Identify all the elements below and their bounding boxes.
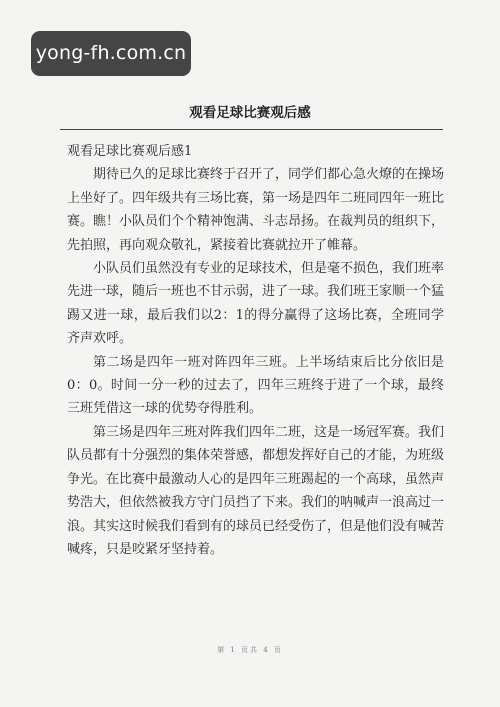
document-body xyxy=(67,140,444,561)
paragraph-2: 小队员们虽然没有专业的足球技术，但是毫不损色，我们班率先进一球，随后一班也不甘示弱，进了一球。我们班王家顺一个猛踢又进一球，最后我们以2：1的得分赢得了这场比赛，全班同学齐声欢呼。 xyxy=(67,261,445,347)
title-divider xyxy=(60,129,443,130)
watermark-badge: yong-fh.com.cn xyxy=(31,31,191,76)
page-footer: 第 1 页共 4 页 xyxy=(217,646,283,654)
paragraph-1: 期待已久的足球比赛终于召开了，同学们都心急火燎的在操场上坐好了。四年级共有三场比赛，第一场是四年二班同四年一班比赛。瞧！小队员们个个精神饱满、斗志昂扬。在裁判员的组织下，先拍照，再向观众敬礼，紧接着比赛就拉开了帷幕。 xyxy=(67,167,445,253)
section-heading: 观看足球比赛观后感1 xyxy=(67,144,193,159)
document-title: 观看足球比赛观后感 xyxy=(189,105,311,121)
paragraph-4: 第三场是四年三班对阵我们四年二班，这是一场冠军赛。我们队员都有十分强烈的集体荣誉感，都想发挥好自己的才能，为班级争光。在比赛中最激动人心的是四年三班踢起的一个高球，虽然声势浩大，但依然被我方守门员挡了下来。我们的呐喊声一浪高过一浪。其实这时候我们看到有的球员已经受伤了，但是他们没有喊苦喊疼，只是咬紧牙坚持着。 xyxy=(67,424,445,557)
paragraph-3: 第二场是四年一班对阵四年三班。上半场结束后比分依旧是0：0。时间一分一秒的过去了，四年三班终于进了一个球，最终三班凭借这一球的优势夺得胜利。 xyxy=(67,354,444,417)
